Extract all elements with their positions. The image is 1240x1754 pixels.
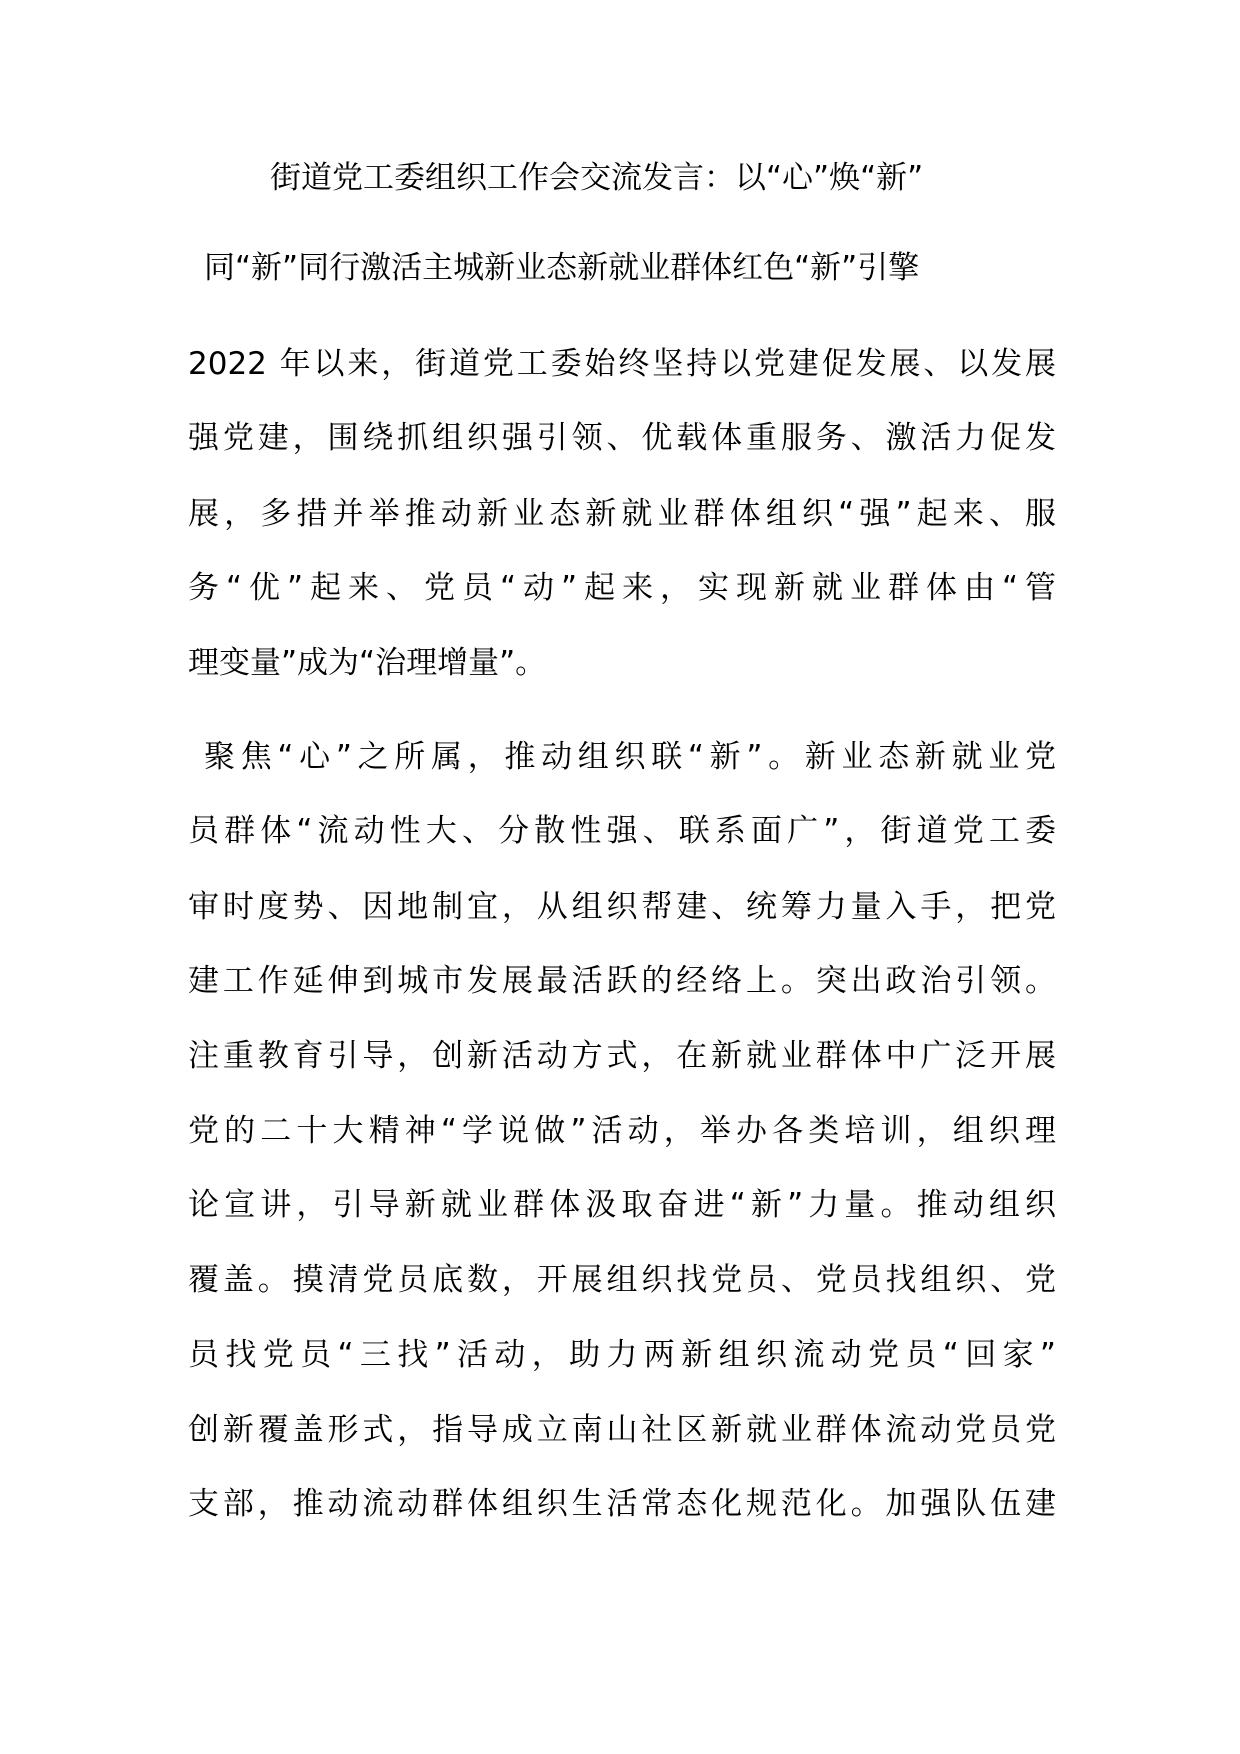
paragraph-1-line-3: 展，多措并举推动新业态新就业群体组织“强”起来、服 xyxy=(188,496,1056,532)
paragraph-2-line-4: 建工作延伸到城市发展最活跃的经络上。突出政治引领。 xyxy=(188,963,1056,999)
paragraph-2-line-5: 注重教育引导，创新活动方式，在新就业群体中广泛开展 xyxy=(188,1038,1056,1074)
paragraph-1-line-5: 理变量”成为“治理增量”。 xyxy=(188,645,547,681)
paragraph-1-line-4: 务“优”起来、党员“动”起来，实现新就业群体由“管 xyxy=(188,570,1056,606)
document-title-line-2: 同“新”同行激活主城新业态新就业群体红色“新”引擎 xyxy=(204,250,920,286)
paragraph-2-line-10: 创新覆盖形式，指导成立南山社区新就业群体流动党员党 xyxy=(188,1412,1056,1448)
paragraph-2-line-1: 聚焦“心”之所属，推动组织联“新”。新业态新就业党 xyxy=(204,739,1056,775)
document-title-line-1: 街道党工委组织工作会交流发言：以“心”焕“新” xyxy=(270,160,924,196)
paragraph-2-line-2: 员群体“流动性大、分散性强、联系面广”，街道党工委 xyxy=(188,813,1056,849)
paragraph-1-line-2: 强党建，围绕抓组织强引领、优载体重服务、激活力促发 xyxy=(188,420,1056,456)
paragraph-2-line-9: 员找党员“三找”活动，助力两新组织流动党员“回家” xyxy=(188,1337,1056,1373)
paragraph-2-line-11: 支部，推动流动群体组织生活常态化规范化。加强队伍建 xyxy=(188,1486,1056,1522)
paragraph-1-line-1: 2022 年以来，街道党工委始终坚持以党建促发展、以发展 xyxy=(188,346,1056,382)
paragraph-2-line-6: 党的二十大精神“学说做”活动，举办各类培训，组织理 xyxy=(188,1113,1056,1149)
paragraph-2-line-3: 审时度势、因地制宜，从组织帮建、统筹力量入手，把党 xyxy=(188,889,1056,925)
paragraph-2-line-8: 覆盖。摸清党员底数，开展组织找党员、党员找组织、党 xyxy=(188,1262,1056,1298)
paragraph-2-line-7: 论宣讲，引导新就业群体汲取奋进“新”力量。推动组织 xyxy=(188,1187,1056,1223)
